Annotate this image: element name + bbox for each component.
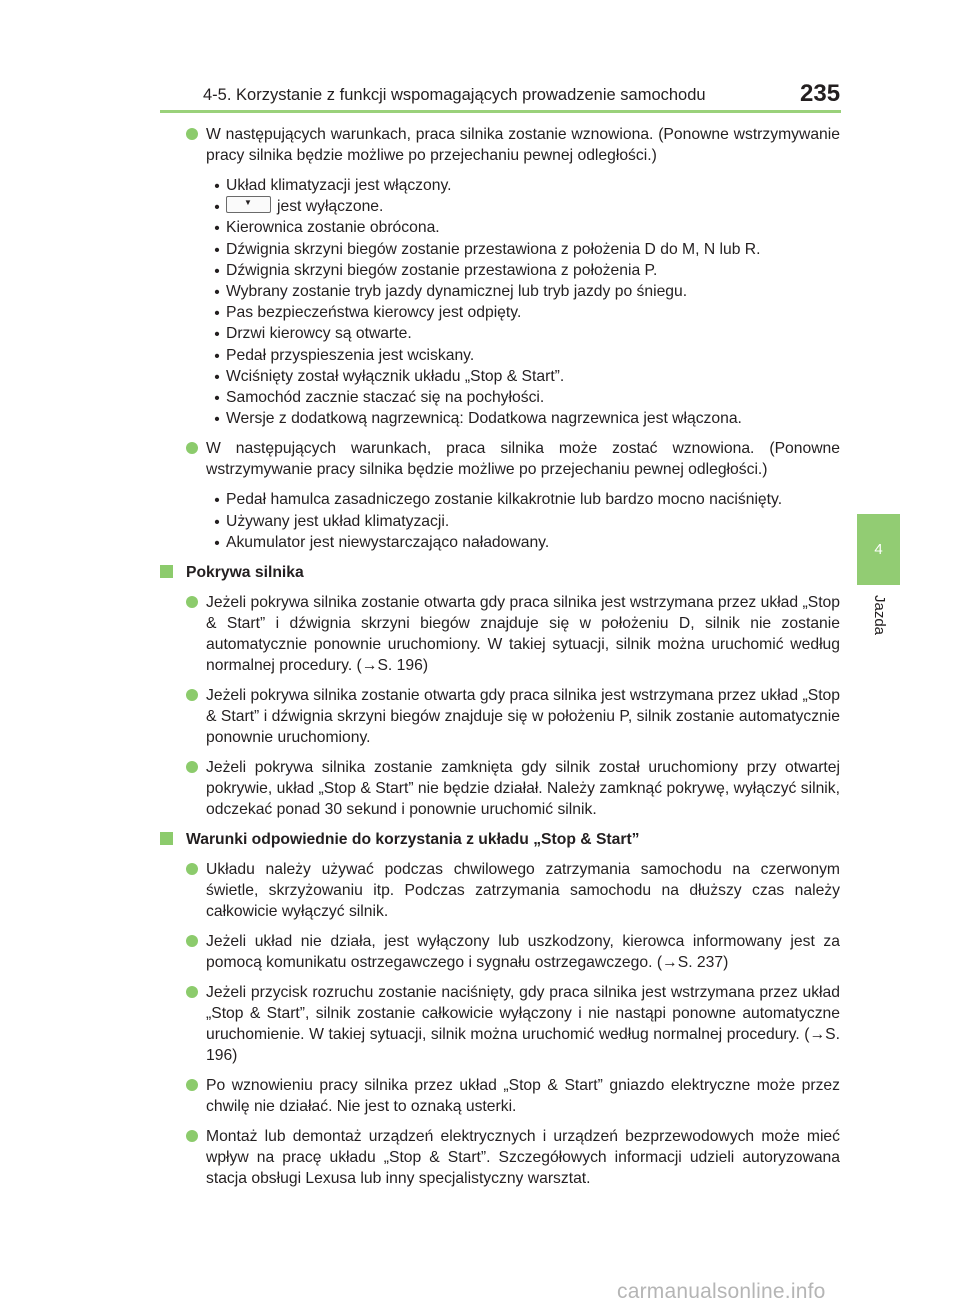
condition-item: • Akumulator jest niewystarczająco naładowany.	[214, 533, 550, 552]
condition-item: • Drzwi kierowcy są otwarte.	[214, 325, 412, 344]
condition-item: • Wciśnięty został wyłącznik układu „Stop & Start”.	[214, 367, 565, 386]
list-item	[160, 859, 840, 922]
list-item	[160, 124, 840, 166]
condition-item: • Używany jest układ klimatyzacji.	[214, 512, 450, 531]
condition-item: • Układ klimatyzacji jest włączony.	[214, 177, 452, 195]
list-item	[160, 685, 840, 748]
green-circle-bullet-icon	[186, 689, 198, 701]
green-circle-bullet-icon	[186, 863, 198, 875]
condition-item: • Wybrany zostanie tryb jazdy dynamicznej lub tryb jazdy po śniegu.	[214, 283, 688, 302]
chapter-tab	[857, 514, 900, 585]
paragraph: Jeżeli pokrywa silnika zostanie zamknięta gdy silnik został uruchomiony przy otwartej pokrywie, układ „Stop & Start” nie będzie działał. Należy zamknąć pokrywę, wyłączyć silnik, odczekać ponad 30 sekund i ponownie uruchomić silnik.	[206, 759, 840, 819]
condition-list	[160, 175, 840, 429]
paragraph: W następujących warunkach, praca silnika zostanie wznowiona. (Ponowne wstrzymywanie pracy silnika będzie możliwe po przejechaniu pewnej odległości.)	[206, 126, 840, 164]
condition-list	[160, 489, 840, 553]
paragraph: Jeżeli pokrywa silnika zostanie otwarta gdy praca silnika jest wstrzymana przez układ „Stop & Start” i dźwignia skrzyni biegów znajduje się w położeniu D, silnik nie zostanie automatycznie ponownie uruchomiony. W takiej sytuacji, silnik można uruchomić według normalnej procedury. (→S. 196)	[206, 594, 840, 675]
paragraph: Jeżeli przycisk rozruchu zostanie naciśnięty, gdy praca silnika jest wstrzymana przez układ „Stop & Start”, silnik zostanie całkowicie wyłączony i nie nastąpi ponowne automatyczne uruchomienie. W takiej sytuacji, silnik można uruchomić według normalnej procedury. (→S. 196)	[206, 984, 840, 1065]
green-circle-bullet-icon	[186, 986, 198, 998]
list-item	[160, 931, 840, 973]
green-circle-bullet-icon	[186, 128, 198, 140]
green-square-marker-icon	[160, 565, 173, 578]
green-circle-bullet-icon	[186, 761, 198, 773]
condition-item: • Dźwignia skrzyni biegów zostanie przestawiona z położenia P.	[214, 261, 658, 280]
green-circle-bullet-icon	[186, 596, 198, 608]
paragraph: W następujących warunkach, praca silnika może zostać wznowiona. (Ponowne wstrzymywanie pracy silnika będzie możliwe po przejechaniu pewnej odległości.)	[206, 440, 840, 479]
page-content	[160, 124, 840, 1198]
condition-item: • Samochód zacznie staczać się na pochyłości.	[214, 389, 545, 408]
condition-item: • Pedał hamulca zasadniczego zostanie kilkakrotnie lub bardzo mocno naciśnięty.	[214, 491, 783, 510]
condition-item: • Pas bezpieczeństwa kierowcy jest odpięty.	[214, 304, 522, 323]
paragraph: Jeżeli układ nie działa, jest wyłączony lub uszkodzony, kierowca informowany jest za pomocą komunikatu ostrzegawczego i sygnału ostrzegawczego. (→S. 237)	[206, 933, 840, 972]
paragraph: Jeżeli pokrywa silnika zostanie otwarta gdy praca silnika jest wstrzymana przez układ „Stop & Start” i dźwignia skrzyni biegów znajduje się w położeniu P, silnik zostanie automatycznie ponownie uruchomiony.	[206, 687, 840, 747]
list-item	[160, 1075, 840, 1117]
condition-item: • Wersje z dodatkową nagrzewnicą: Dodatkowa nagrzewnica jest włączona.	[214, 410, 742, 429]
page-number: 235	[800, 80, 841, 107]
green-square-marker-icon	[160, 832, 173, 845]
page-title: 4-5. Korzystanie z funkcji wspomagających prowadzenie samochodu	[203, 86, 706, 104]
condition-item: • ▼ jest wyłączone.	[214, 198, 384, 217]
list-item	[160, 757, 840, 820]
section-heading: Pokrywa silnika	[160, 562, 840, 583]
page-header	[0, 0, 960, 112]
switch-button-icon: ▼	[226, 196, 271, 213]
green-circle-bullet-icon	[186, 935, 198, 947]
green-circle-bullet-icon	[186, 442, 198, 454]
chapter-number: 4	[874, 541, 883, 558]
list-item	[160, 438, 840, 480]
paragraph: Montaż lub demontaż urządzeń elektrycznych i urządzeń bezprzewodowych może mieć wpływ na pracę układu „Stop & Start”. Szczegółowych informacji udzieli autoryzowana stacja obsługi Lexusa lub inny specjalistyczny warsztat.	[206, 1128, 840, 1188]
list-item	[160, 592, 840, 676]
paragraph: Po wznowieniu pracy silnika przez układ „Stop & Start” gniazdo elektryczne może przez chwilę nie działać. Nie jest to oznaką usterki.	[206, 1077, 840, 1116]
section-heading: Warunki odpowiednie do korzystania z układu „Stop & Start”	[160, 829, 840, 850]
condition-item: • Dźwignia skrzyni biegów zostanie przestawiona z położenia D do M, N lub R.	[214, 240, 761, 259]
green-circle-bullet-icon	[186, 1079, 198, 1091]
condition-item: • Pedał przyspieszenia jest wciskany.	[214, 346, 475, 365]
chapter-label-box	[857, 585, 900, 656]
condition-item: • Kierownica zostanie obrócona.	[214, 219, 440, 238]
watermark: carmanualsonline.info	[617, 1280, 826, 1303]
green-circle-bullet-icon	[186, 1130, 198, 1142]
chapter-label: Jazda	[871, 595, 888, 636]
header-rule	[160, 110, 841, 113]
list-item	[160, 1126, 840, 1189]
paragraph: Układu należy używać podczas chwilowego zatrzymania samochodu na czerwonym świetle, skrzyżowaniu itp. Podczas zatrzymania samochodu na dłuższy czas należy całkowicie wyłączyć silnik.	[206, 861, 840, 921]
list-item	[160, 982, 840, 1066]
